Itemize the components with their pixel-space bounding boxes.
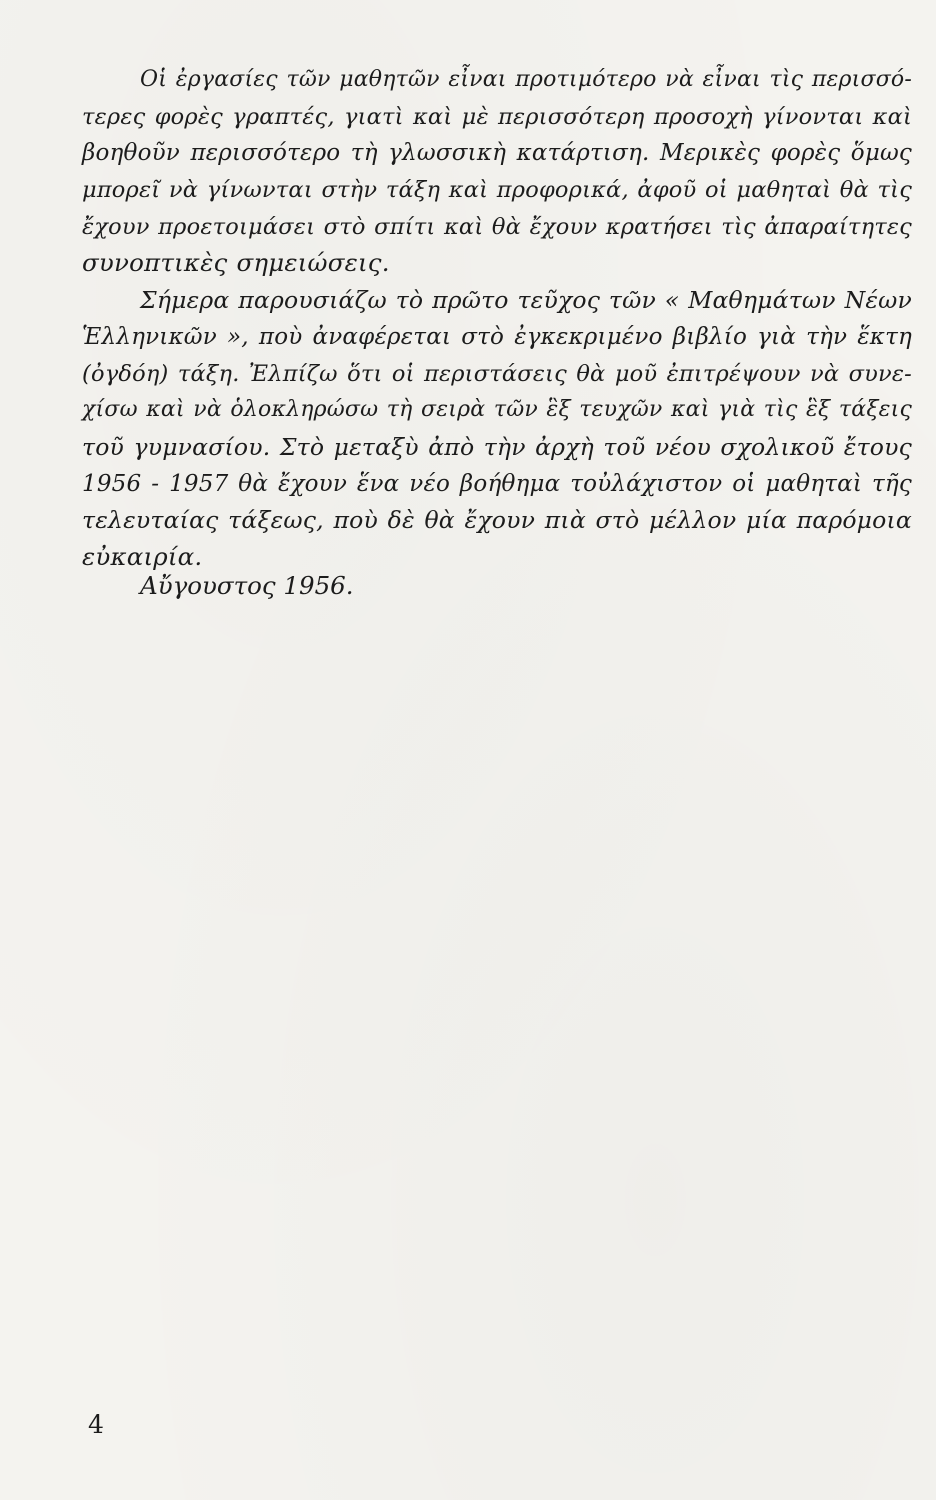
text-line: τοῦ γυμνασίου. Στὸ μεταξὺ ἀπὸ τὴν ἀρχὴ τοῦ νέου σχολικοῦ ἔτους — [82, 432, 912, 461]
body-text — [82, 62, 912, 576]
text-line: 1956 - 1957 θὰ ἔχουν ἕνα νέο βοήθημα τοὐλάχιστον οἱ μαθηταὶ τῆς — [82, 470, 912, 497]
text-line: βοηθοῦν περισσότερο τὴ γλωσσικὴ κατάρτιση. Μερικὲς φορὲς ὅμως — [82, 140, 912, 167]
text-line: Σήμερα παρουσιάζω τὸ πρῶτο τεῦχος τῶν « Μαθημάτων Νέων — [140, 286, 912, 315]
text-line: ἔχουν προετοιμάσει στὸ σπίτι καὶ θὰ ἔχουν κρατήσει τὶς ἀπαραίτητες — [82, 213, 912, 240]
text-line: τερες φορὲς γραπτές, γιατὶ καὶ μὲ περισσότερη προσοχὴ γίνονται καὶ — [82, 103, 912, 130]
text-line: χίσω καὶ νὰ ὁλοκληρώσω τὴ σειρὰ τῶν ἓξ τευχῶν καὶ γιὰ τὶς ἓξ τάξεις — [82, 397, 912, 423]
text-line: (ὀγδόη) τάξη. Ἐλπίζω ὅτι οἱ περιστάσεις θὰ μοῦ ἐπιτρέψουν νὰ συνε- — [82, 360, 912, 387]
text-line: μπορεῖ νὰ γίνωνται στὴν τάξη καὶ προφορικά, ἀφοῦ οἱ μαθηταὶ θὰ τὶς — [82, 177, 912, 204]
text-line: συνοπτικὲς σημειώσεις. — [82, 248, 390, 278]
text-line: Ἑλληνικῶν », ποὺ ἀναφέρεται στὸ ἐγκεκριμένο βιβλίο γιὰ τὴν ἕκτη — [82, 323, 912, 350]
text-line: Οἱ ἐργασίες τῶν μαθητῶν εἶναι προτιμότερο νὰ εἶναι τὶς περισσό- — [140, 67, 912, 92]
text-line: τελευταίας τάξεως, ποὺ δὲ θὰ ἔχουν πιὰ στὸ μέλλον μία παρόμοια — [82, 506, 912, 535]
page-number: 4 — [88, 1410, 104, 1439]
text-line: εὐκαιρία. — [82, 541, 203, 571]
signature-date: Αὔγουστος 1956. — [140, 571, 354, 600]
